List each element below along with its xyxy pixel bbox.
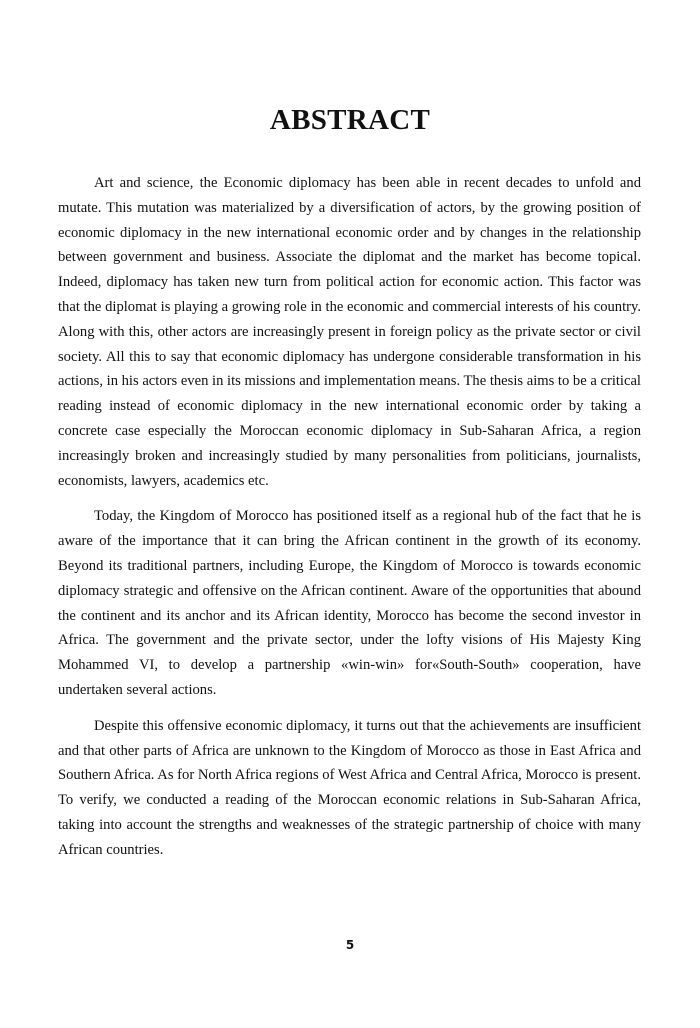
abstract-paragraph-1: Art and science, the Economic diplomacy has been able in recent decades to unfold and mutate. This mutation was materialized by a diversification of actors, by the growing position of economic diplomacy in the new international economic order and by changes in the relationship between government and business. Associate the diplomat and the market has become topical. Indeed, diplomacy has taken new turn from political action for economic action. This factor was that the diplomat is playing a growing role in the economic and commercial interests of his country. Along with this, other actors are increasingly present in foreign policy as the private sector or civil society. All this to say that economic diplomacy has undergone considerable transformation in his actions, in his actors even in its missions and implementation means. The thesis aims to be a critical reading instead of economic diplomacy in the new international economic order by taking a concrete case especially the Moroccan economic diplomacy in Sub-Saharan Africa, a region increasingly broken and increasingly studied by many personalities from politicians, journalists, economists, lawyers, academics etc. — [58, 175, 641, 489]
page-number: 5 — [345, 938, 355, 952]
abstract-paragraph-2: Today, the Kingdom of Morocco has positioned itself as a regional hub of the fact that he is aware of the importance that it can bring the African continent in the growth of its economy. Beyond its traditional partners, including Europe, the Kingdom of Morocco is towards economic diplomacy strategic and offensive on the African continent. Aware of the opportunities that abound the continent and its anchor and its African identity, Morocco has become the second investor in Africa. The government and the private sector, under the lofty visions of His Majesty King Mohammed VI, to develop a partnership «win-win» for«South-South» cooperation, have undertaken several actions. — [58, 508, 641, 698]
abstract-body — [58, 171, 641, 874]
page-title: ABSTRACT — [269, 104, 431, 136]
abstract-paragraph-3: Despite this offensive economic diplomacy, it turns out that the achievements are insufficient and that other parts of Africa are unknown to the Kingdom of Morocco as those in East Africa and Southern Africa. As for North Africa regions of West Africa and Central Africa, Morocco is present. To verify, we conducted a reading of the Moroccan economic relations in Sub-Saharan Africa, taking into account the strengths and weaknesses of the strategic partnership of choice with many African countries. — [58, 717, 641, 858]
